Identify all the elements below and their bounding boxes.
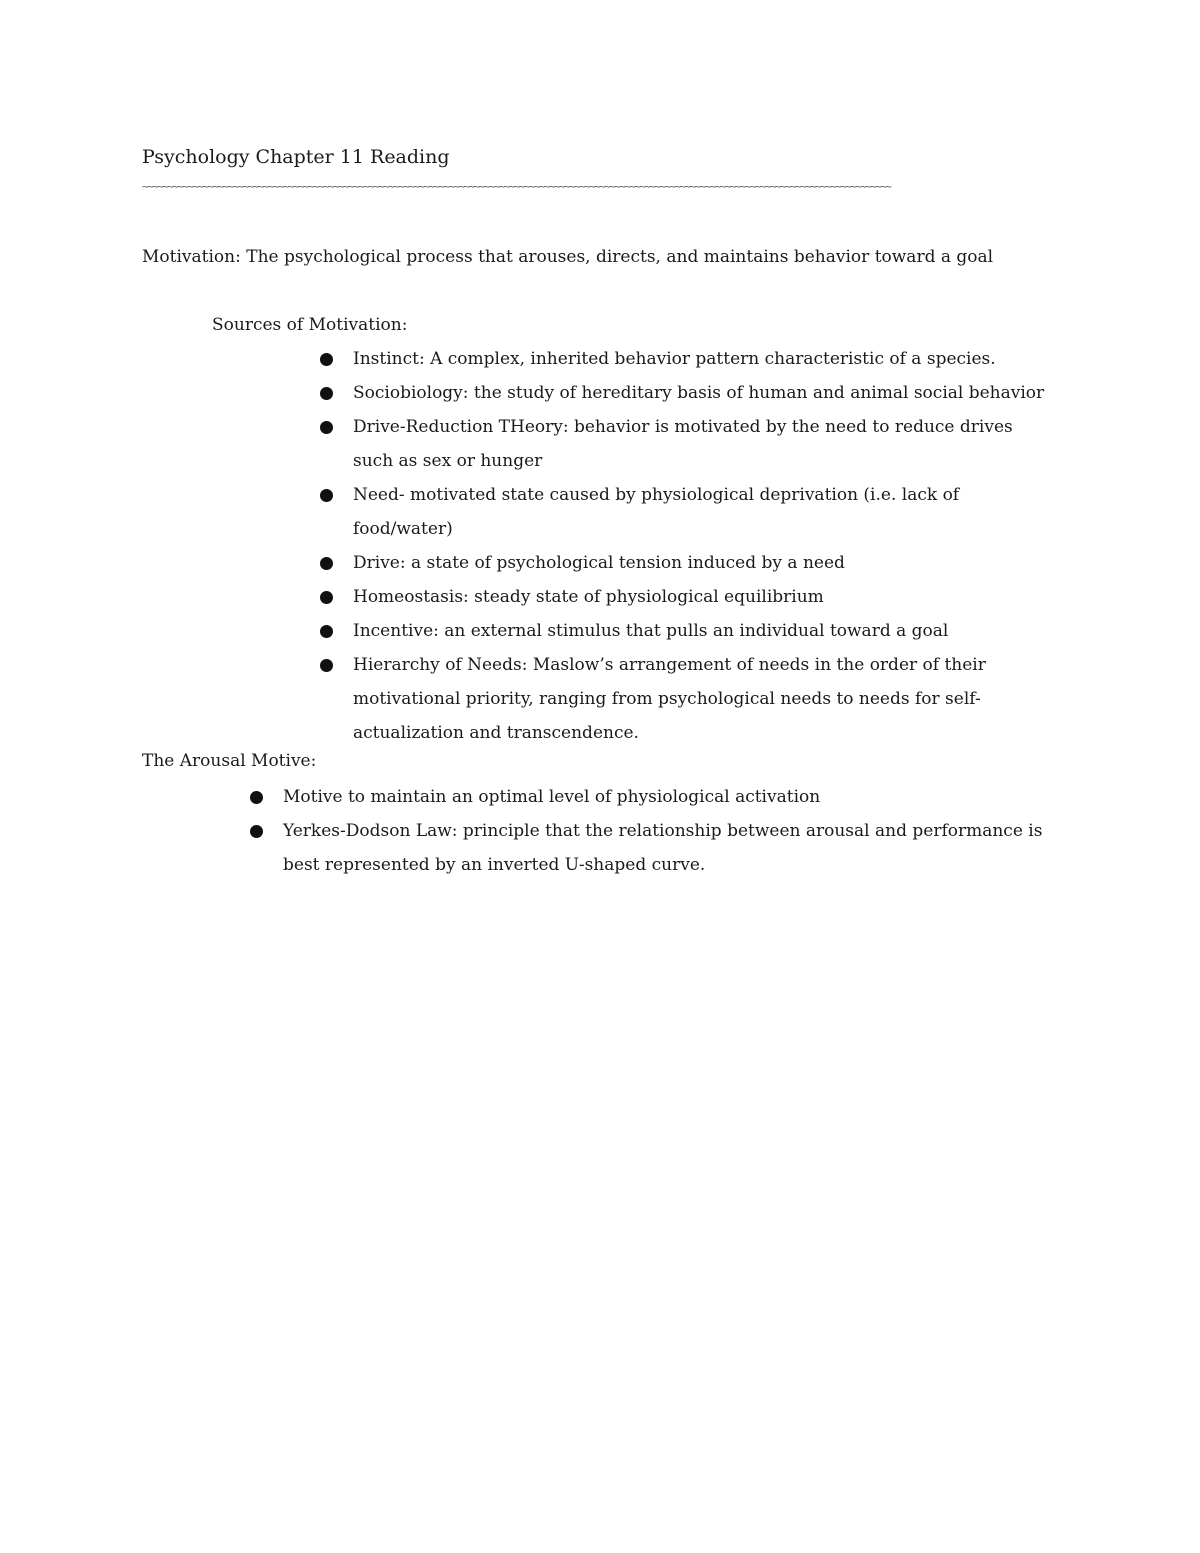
bullet-icon bbox=[320, 421, 333, 434]
arousal-motive-list bbox=[248, 780, 1048, 882]
arousal-motive-heading: The Arousal Motive: bbox=[142, 751, 317, 771]
list-item-text: Need- motivated state caused by physiological deprivation (i.e. lack of food/water) bbox=[353, 485, 960, 539]
bullet-icon bbox=[250, 825, 263, 838]
list-item-text: Incentive: an external stimulus that pulls an individual toward a goal bbox=[353, 621, 949, 641]
list-item-text: Yerkes-Dodson Law: principle that the relationship between arousal and performance is best represented by an inverted U-shaped curve. bbox=[283, 821, 1043, 875]
list-item-text: Drive: a state of psychological tension induced by a need bbox=[353, 553, 845, 573]
bullet-icon bbox=[320, 387, 333, 400]
bullet-icon bbox=[320, 353, 333, 366]
list-item bbox=[318, 546, 1058, 580]
bullet-icon bbox=[320, 591, 333, 604]
list-item bbox=[318, 342, 1058, 376]
list-item bbox=[248, 780, 1048, 814]
list-item bbox=[318, 478, 1058, 546]
tilde-divider: ~~~~~~~~~~~~~~~~~~~~~~~~~~~~~~~~~~~~~~~~~~~~~~~~~~~~~~~~~~~~~~~~~~~~~~~~~~~~~~~~~~~~~~~~~~~~~~~~~~~~~~~~~~~~~~~~~~~~~~~~~~~~~~~~~~~~~~~~~~~~~~~~~~~~~ bbox=[142, 180, 891, 193]
bullet-icon bbox=[320, 625, 333, 638]
list-item bbox=[318, 648, 1058, 750]
motivation-definition: Motivation: The psychological process that arouses, directs, and maintains behavior toward a goal bbox=[142, 247, 994, 267]
bullet-icon bbox=[320, 659, 333, 672]
list-item bbox=[318, 376, 1058, 410]
document-title: Psychology Chapter 11 Reading bbox=[142, 146, 450, 168]
list-item-text: Motive to maintain an optimal level of physiological activation bbox=[283, 787, 821, 807]
bullet-icon bbox=[320, 489, 333, 502]
bullet-icon bbox=[320, 557, 333, 570]
list-item bbox=[318, 580, 1058, 614]
sources-of-motivation-heading: Sources of Motivation: bbox=[212, 315, 408, 335]
list-item-text: Instinct: A complex, inherited behavior pattern characteristic of a species. bbox=[353, 349, 996, 369]
list-item bbox=[318, 614, 1058, 648]
sources-of-motivation-list bbox=[318, 342, 1058, 750]
list-item-text: Homeostasis: steady state of physiological equilibrium bbox=[353, 587, 824, 607]
list-item-text: Drive-Reduction THeory: behavior is motivated by the need to reduce drives such as sex or hunger bbox=[353, 417, 1013, 471]
bullet-icon bbox=[250, 791, 263, 804]
list-item bbox=[248, 814, 1048, 882]
list-item bbox=[318, 410, 1058, 478]
list-item-text: Sociobiology: the study of hereditary basis of human and animal social behavior bbox=[353, 383, 1045, 403]
list-item-text: Hierarchy of Needs: Maslow’s arrangement of needs in the order of their motivational priority, ranging from psychological needs to needs for self-actualization and transcendence. bbox=[353, 655, 986, 743]
